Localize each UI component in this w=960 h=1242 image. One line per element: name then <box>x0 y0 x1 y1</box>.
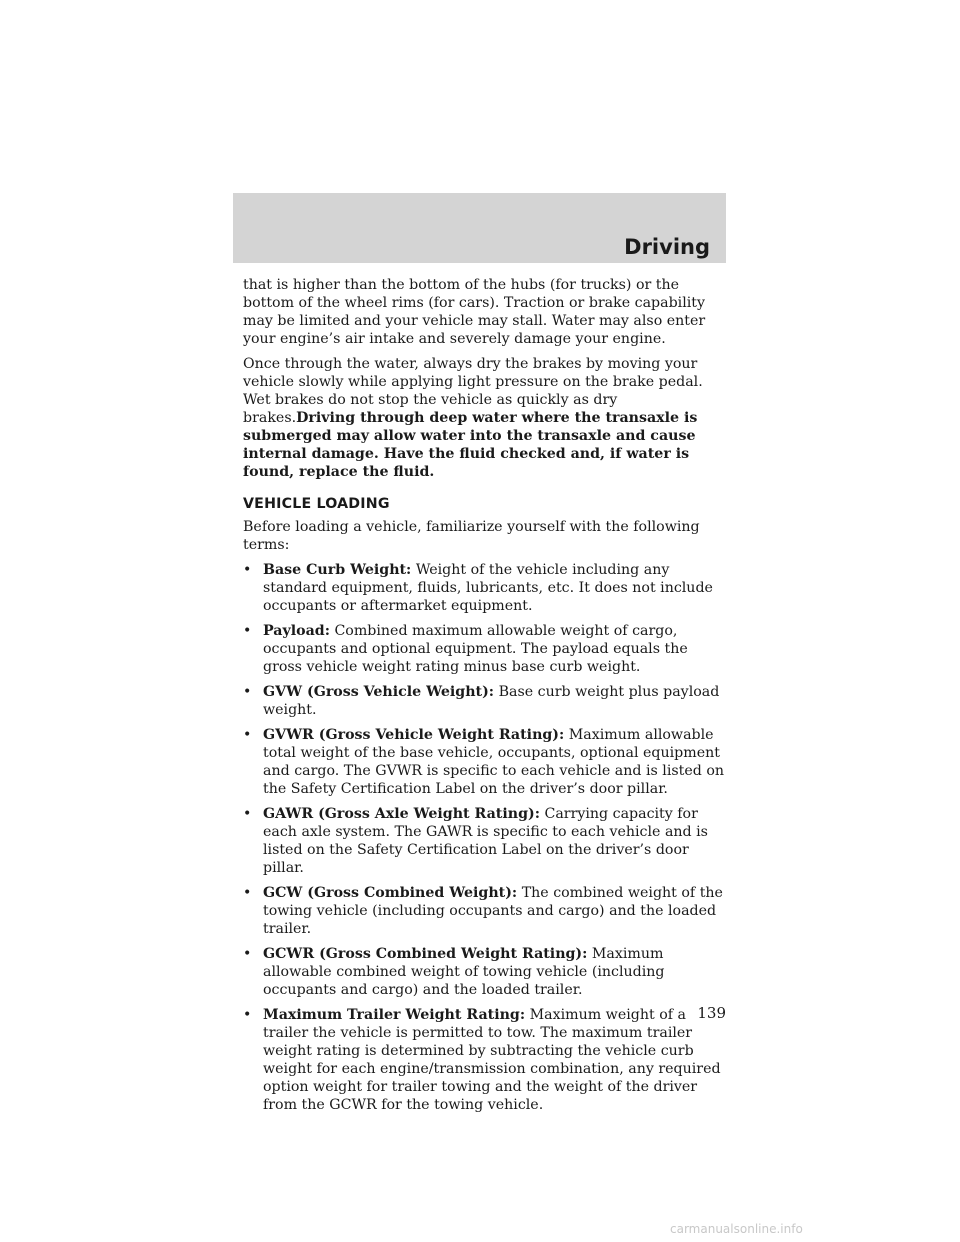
term-item-gcwr <box>243 945 728 999</box>
term-definition: Maximum allowable combined weight of towing vehicle (including occupants and cargo) and the loaded trailer. <box>263 946 665 998</box>
term-item-gvwr <box>243 726 728 798</box>
term-item-gawr <box>243 805 728 877</box>
loading-intro: Before loading a vehicle, familiarize yourself with the following terms: <box>243 519 700 553</box>
term-item-payload <box>243 622 728 676</box>
terms-list <box>243 561 728 1114</box>
term-definition: Maximum allowable total weight of the base vehicle, occupants, optional equipment and cargo. The GVWR is specific to each vehicle and is listed on the Safety Certification Label on the driver’s door pillar. <box>263 727 725 797</box>
watermark: carmanualsonline.info <box>670 1222 803 1236</box>
term-item-base-curb-weight <box>243 561 728 615</box>
term-definition: Maximum weight of a trailer the vehicle is permitted to tow. The maximum trailer weight rating is determined by subtracting the vehicle curb weight for each engine/transmission combination, any required option weight for trailer towing and the weight of the driver from the GCWR for the towing vehicle. <box>263 1007 721 1113</box>
bullet-icon: • <box>243 623 252 639</box>
page-number: 139 <box>697 1004 726 1022</box>
paragraph-water-damage: that is higher than the bottom of the hubs (for trucks) or the bottom of the wheel rims (for cars). Traction or brake capability may be limited and your vehicle may stall. Water may also enter your engine’s air intake and severely damage your engine. <box>243 277 706 347</box>
term-label: GAWR (Gross Axle Weight Rating): <box>263 806 540 822</box>
bullet-icon: • <box>243 562 252 578</box>
term-definition: The combined weight of the towing vehicle (including occupants and cargo) and the loaded trailer. <box>263 885 723 937</box>
term-label: GCWR (Gross Combined Weight Rating): <box>263 946 588 962</box>
term-definition: Carrying capacity for each axle system. The GAWR is specific to each vehicle and is listed on the Safety Certification Label on the driver’s door pillar. <box>263 806 708 876</box>
term-label: GVWR (Gross Vehicle Weight Rating): <box>263 727 565 743</box>
term-label: GVW (Gross Vehicle Weight): <box>263 684 495 700</box>
bullet-icon: • <box>243 885 252 901</box>
paragraph-dry-brakes <box>243 355 728 481</box>
term-label: Maximum Trailer Weight Rating: <box>263 1007 526 1023</box>
term-label: Base Curb Weight: <box>263 562 412 578</box>
term-definition: Weight of the vehicle including any standard equipment, fluids, lubricants, etc. It does not include occupants or aftermarket equipment. <box>263 562 713 614</box>
term-item-gvw <box>243 683 728 719</box>
bullet-icon: • <box>243 806 252 822</box>
vehicle-loading-heading: VEHICLE LOADING <box>243 496 390 512</box>
transaxle-warning: Driving through deep water where the transaxle is submerged may allow water into the transaxle and cause internal damage. Have the fluid checked and, if water is found, replace the fluid. <box>243 410 698 480</box>
bullet-icon: • <box>243 946 252 962</box>
bullet-icon: • <box>243 727 252 743</box>
section-title: Driving <box>624 235 710 259</box>
term-definition: Combined maximum allowable weight of cargo, occupants and optional equipment. The payload equals the gross vehicle weight rating minus base curb weight. <box>263 623 688 675</box>
dry-brakes-text: Once through the water, always dry the brakes by moving your vehicle slowly while applying light pressure on the brake pedal. Wet brakes do not stop the vehicle as quickly as dry brakes. <box>243 356 703 426</box>
term-item-gcw <box>243 884 728 938</box>
page-content <box>243 276 728 1121</box>
bullet-icon: • <box>243 684 252 700</box>
term-item-max-trailer-weight <box>243 1006 728 1114</box>
header-band <box>233 193 726 263</box>
term-definition: Base curb weight plus payload weight. <box>263 684 720 718</box>
bullet-icon: • <box>243 1007 252 1023</box>
term-label: GCW (Gross Combined Weight): <box>263 885 518 901</box>
term-label: Payload: <box>263 623 330 639</box>
